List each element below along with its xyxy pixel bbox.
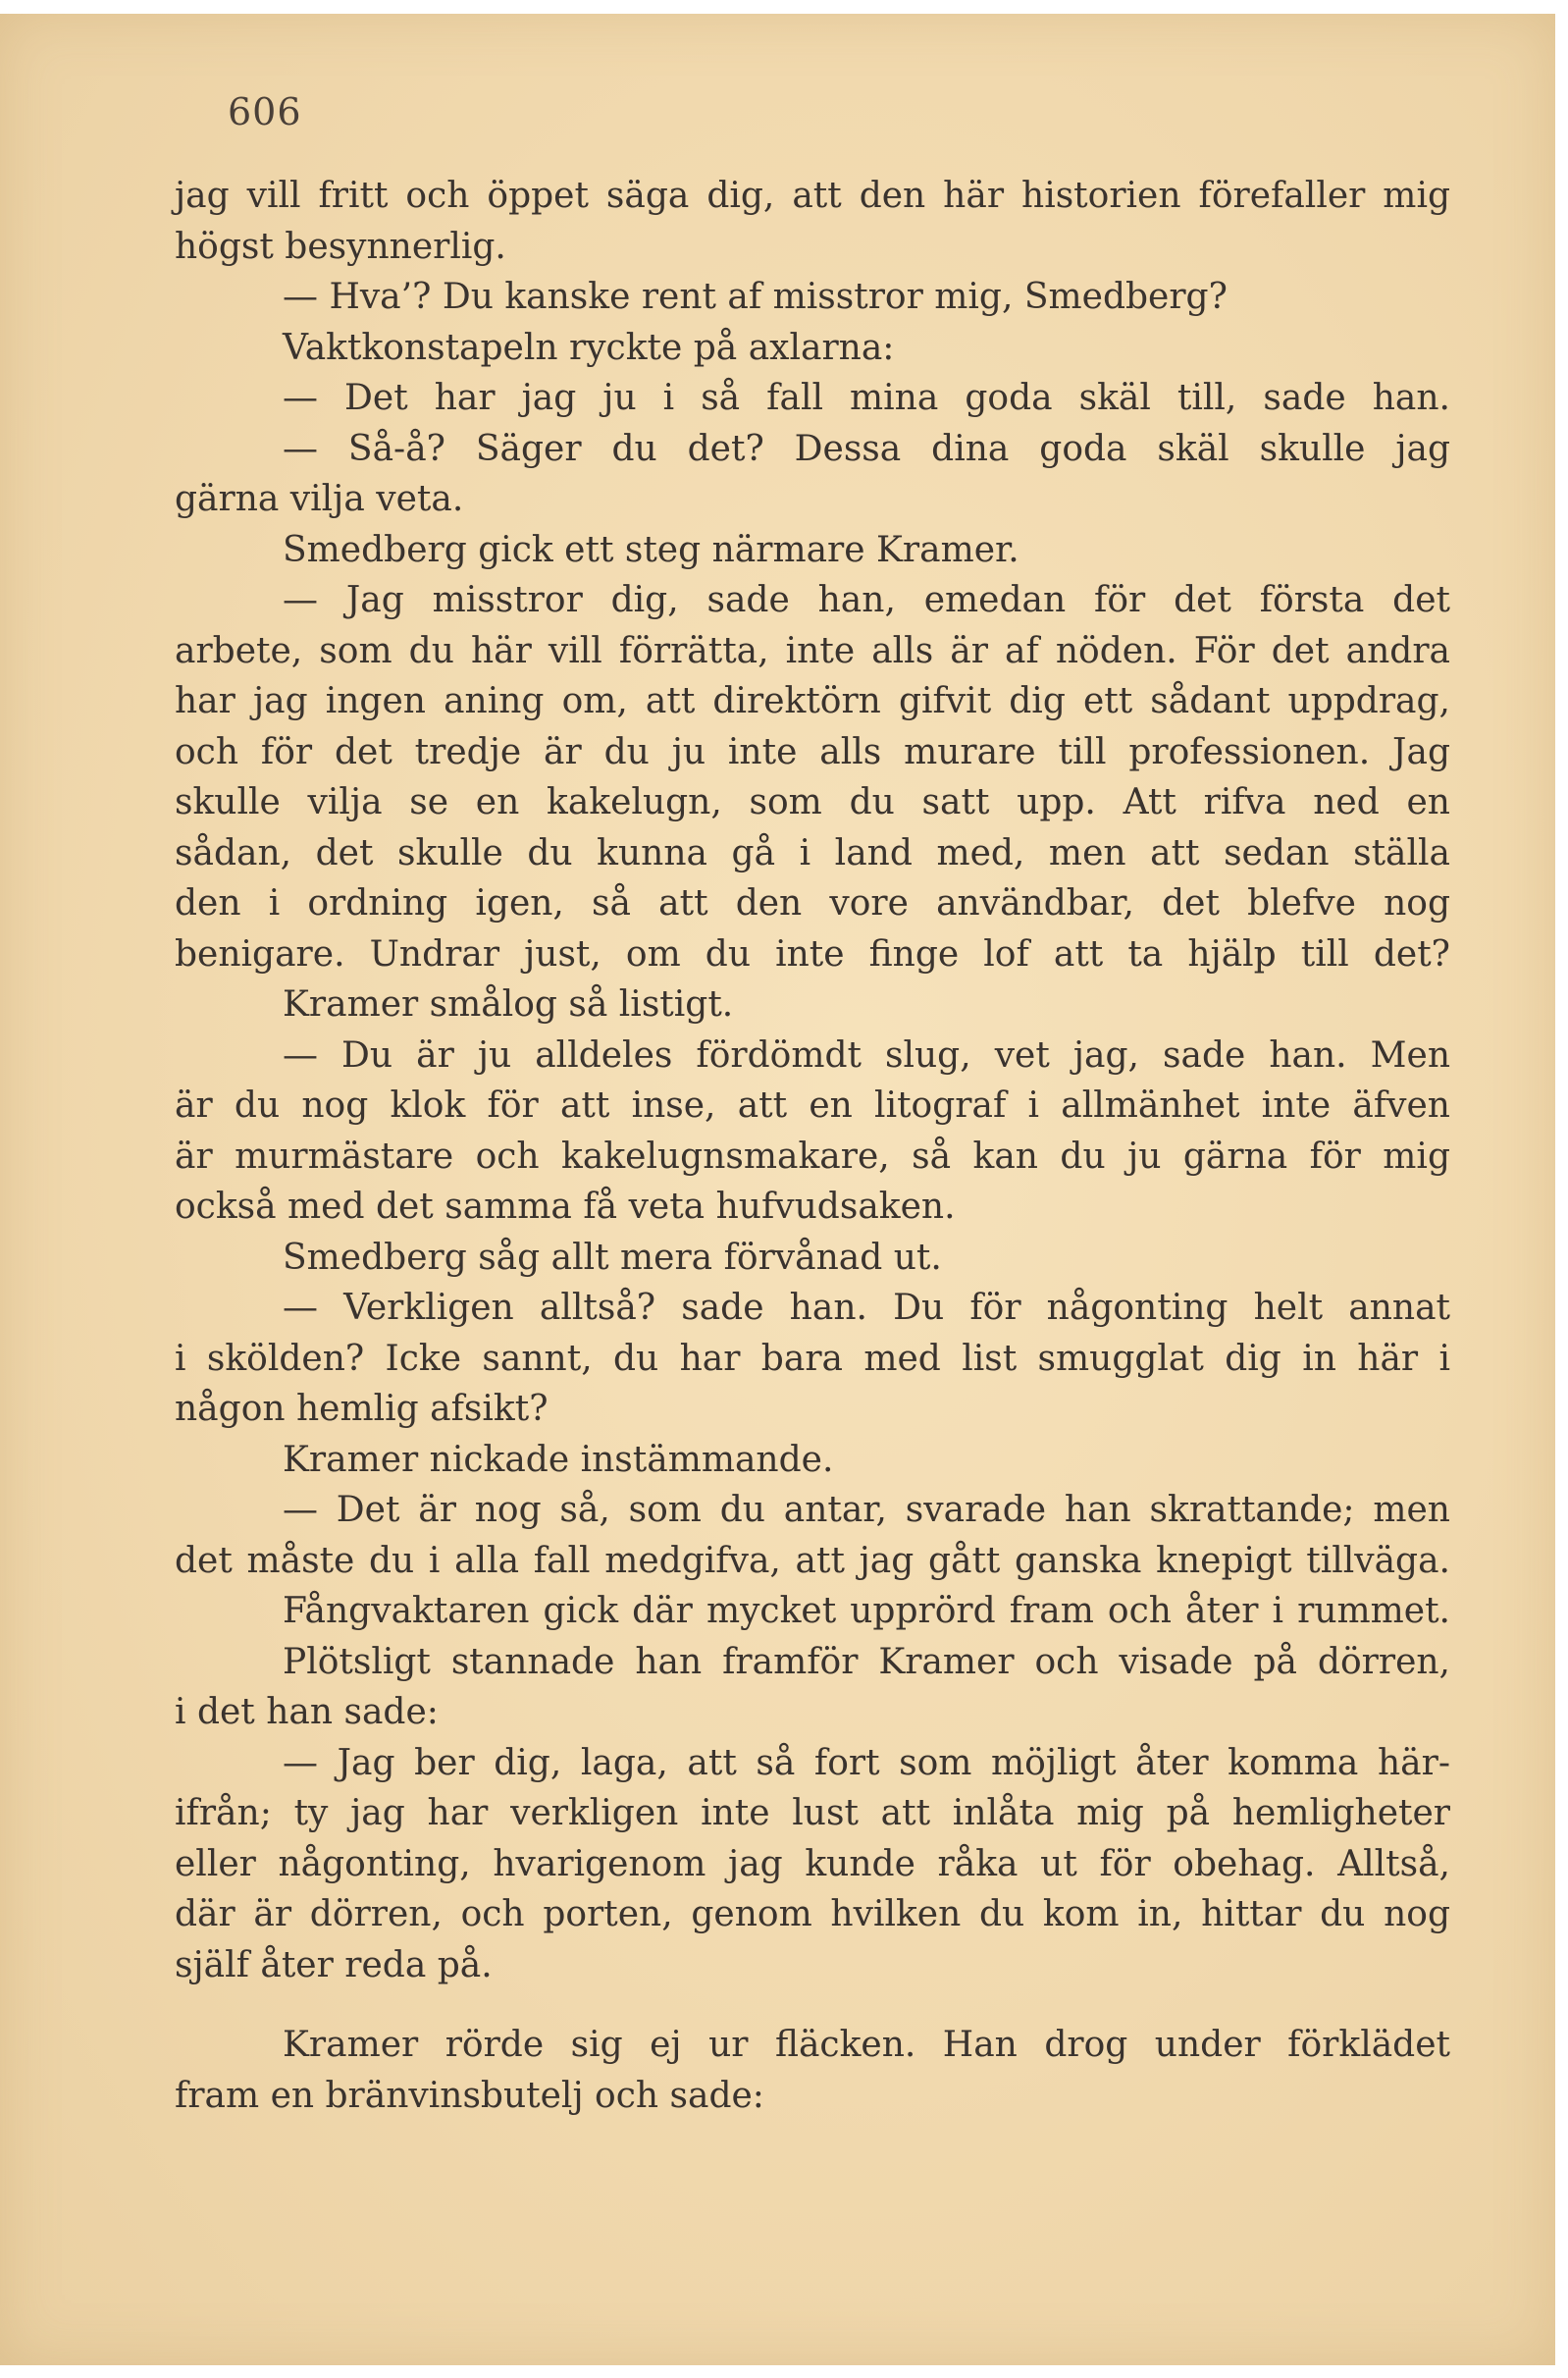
text-line: Kramer smålog så listigt. bbox=[283, 984, 734, 1025]
text-line: i det han sade: bbox=[175, 1692, 439, 1732]
text-line: Fångvaktaren gick där mycket upprörd fram och åter i rummet. bbox=[283, 1591, 1450, 1631]
text-line: — Det är nog så, som du antar, svarade han skrattande; men bbox=[283, 1490, 1450, 1530]
text-line: benigare. Undrar just, om du inte finge lof att ta hjälp till det? bbox=[175, 933, 1450, 975]
text-line: har jag ingen aning om, att direktörn gifvit dig ett sådant uppdrag, bbox=[175, 681, 1450, 721]
text-line: den i ordning igen, så att den vore användbar, det blefve nog bbox=[175, 883, 1450, 924]
text-line: och för det tredje är du ju inte alls murare till professionen. Jag bbox=[175, 731, 1450, 772]
body-text bbox=[175, 171, 1450, 2121]
text-line: — Så-å? Säger du det? Dessa dina goda skäl skulle jag bbox=[283, 428, 1450, 469]
paper-sheet bbox=[0, 14, 1555, 2365]
text-line: är murmästare och kakelugnsmakare, så kan du ju gärna för mig bbox=[175, 1136, 1450, 1177]
text-line: eller någonting, hvarigenom jag kunde råka ut för obehag. Alltså, bbox=[175, 1843, 1450, 1884]
text-line: — Hva’? Du kanske rent af misstror mig, Smedberg? bbox=[283, 277, 1228, 317]
text-line: Vaktkonstapeln ryckte på axlarna: bbox=[283, 327, 895, 368]
text-line: fram en bränvinsbutelj och sade: bbox=[175, 2075, 764, 2116]
text-line: — Jag ber dig, laga, att så fort som möjligt åter komma här- bbox=[283, 1742, 1450, 1783]
paragraph-gap bbox=[175, 1990, 1450, 2020]
text-line: själf åter reda på. bbox=[175, 1944, 493, 1985]
text-line: — Jag misstror dig, sade han, emedan för det första det bbox=[283, 580, 1450, 620]
text-line: sådan, det skulle du kunna gå i land med, men att sedan ställa bbox=[175, 832, 1450, 873]
text-line: arbete, som du här vill förrätta, inte alls är af nöden. För det andra bbox=[175, 630, 1450, 671]
text-line: jag vill fritt och öppet säga dig, att den här historien förefaller mig bbox=[175, 176, 1450, 216]
text-line: Kramer nickade instämmande. bbox=[283, 1439, 834, 1480]
text-line: — Verkligen alltså? sade han. Du för någonting helt annat bbox=[283, 1288, 1450, 1328]
text-line: någon hemlig afsikt? bbox=[175, 1389, 549, 1429]
text-line: gärna vilja veta. bbox=[175, 479, 464, 519]
text-line: Plötsligt stannade han framför Kramer och visade på dörren, bbox=[283, 1641, 1450, 1682]
text-line: ifrån; ty jag har verkligen inte lust att inlåta mig på hemligheter bbox=[175, 1793, 1450, 1833]
text-line: Smedberg såg allt mera förvånad ut. bbox=[283, 1237, 942, 1278]
text-line: — Det har jag ju i så fall mina goda skäl till, sade han. bbox=[283, 378, 1450, 418]
text-line: Smedberg gick ett steg närmare Kramer. bbox=[283, 529, 1019, 570]
text-line: skulle vilja se en kakelugn, som du satt upp. Att rifva ned en bbox=[175, 782, 1450, 822]
text-line: — Du är ju alldeles fördömdt slug, vet jag, sade han. Men bbox=[283, 1034, 1450, 1076]
text-line: Kramer rörde sig ej ur fläcken. Han drog under förklädet bbox=[283, 2025, 1450, 2065]
text-line: högst besynnerlig. bbox=[175, 226, 506, 267]
text-line: i skölden? Icke sannt, du har bara med list smugglat dig in här i bbox=[175, 1338, 1450, 1379]
text-line: där är dörren, och porten, genom hvilken du kom in, hittar du nog bbox=[175, 1894, 1450, 1934]
text-line: är du nog klok för att inse, att en litograf i allmänhet inte äfven bbox=[175, 1085, 1450, 1126]
page-number: 606 bbox=[228, 90, 302, 133]
text-line: det måste du i alla fall medgifva, att jag gått ganska knepigt tillväga. bbox=[175, 1540, 1450, 1581]
text-line: också med det samma få veta hufvudsaken. bbox=[175, 1187, 956, 1227]
